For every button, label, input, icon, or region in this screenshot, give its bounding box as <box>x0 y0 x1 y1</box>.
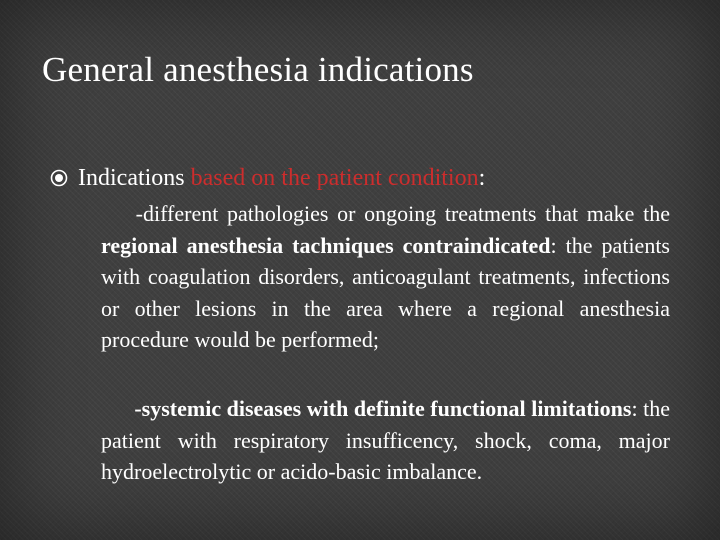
paragraph1-text-end: : the patients with coagulation disorders, anticoagulant treatments, infections or other lesions in the area where a regional anesthesia procedure would be performed; <box>101 232 670 352</box>
paragraph-systemic-diseases <box>101 393 670 488</box>
bullet-highlight: based on the patient condition <box>190 165 479 191</box>
paragraph2-text-end: : the patient with respiratory insufficency, shock, coma, major hydroelectrolytic or acido-basic imbalance. <box>101 396 670 484</box>
paragraph-regional-contraindications <box>101 198 670 356</box>
bullet-trail: : <box>478 165 486 191</box>
bullet-text <box>78 163 485 193</box>
paragraph2-bold: -systemic diseases with definite functional limitations <box>101 396 632 421</box>
bullet-lead: Indications <box>78 165 191 191</box>
paragraph1-text-start: -different pathologies or ongoing treatments that make the <box>101 201 670 226</box>
paragraph1-bold: regional anesthesia tachniques contraindicated <box>101 232 551 258</box>
slide-title: General anesthesia indications <box>42 50 474 89</box>
circle-bullet-icon <box>50 169 68 187</box>
bullet-item <box>50 162 485 194</box>
